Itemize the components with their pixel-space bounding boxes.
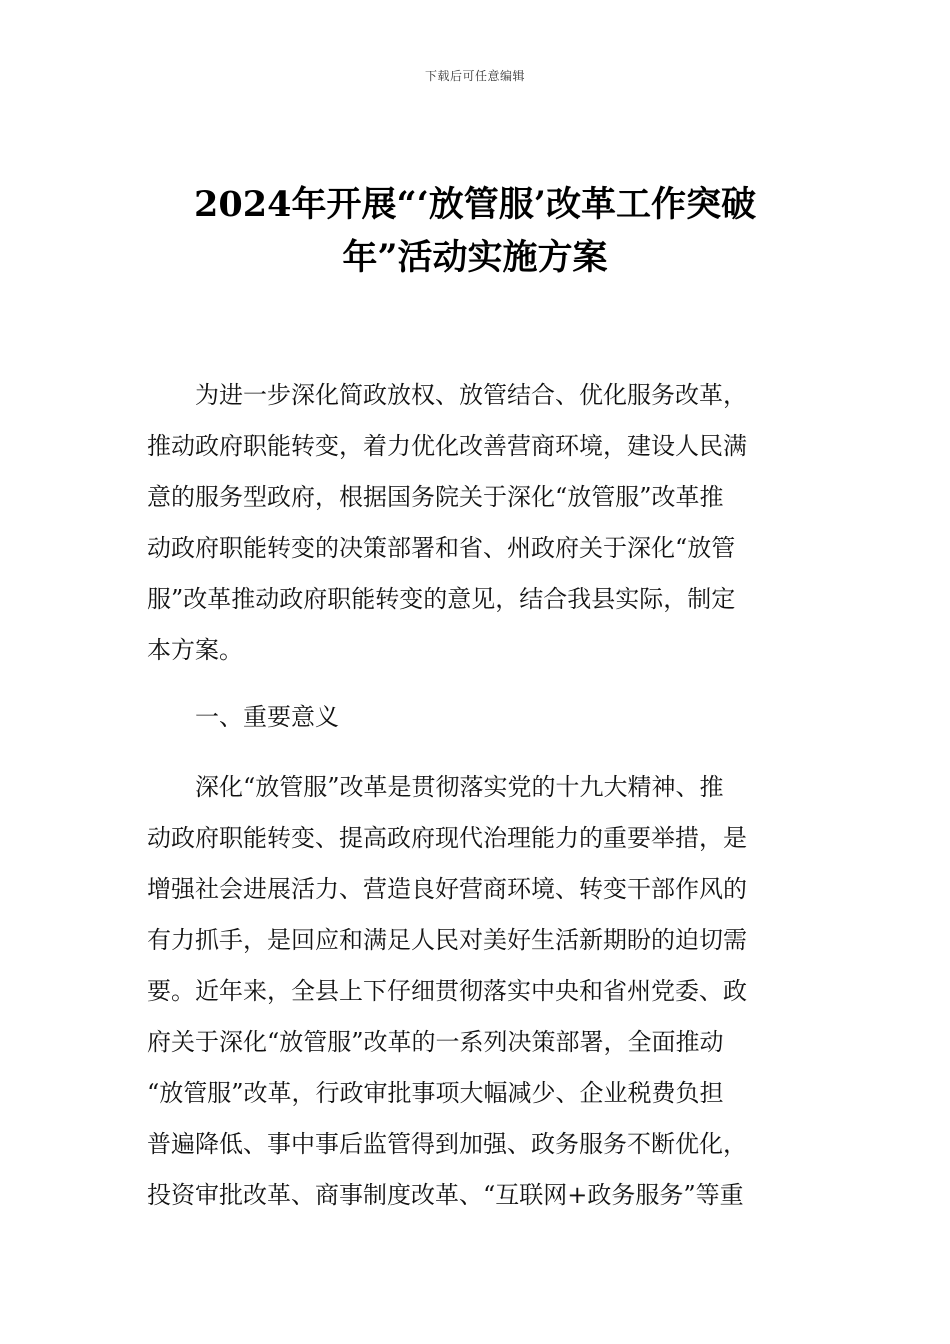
title-line: 2024年开展“‘放管服’改革工作突破 — [194, 184, 756, 225]
paragraph-line: 增强社会进展活力、营造良好营商环境、转变干部作风的 — [147, 875, 747, 903]
intro-paragraph — [147, 370, 817, 676]
header-note: 下载后可任意编辑 — [424, 69, 525, 83]
paragraph-line: 要。近年来，全县上下仔细贯彻落实中央和省州党委、政 — [147, 977, 747, 1005]
paragraph-line: 府关于深化“放管服”改革的一系列决策部署，全面推动 — [147, 1028, 724, 1056]
section-heading — [147, 692, 817, 743]
paragraph-line: 动政府职能转变、提高政府现代治理能力的重要举措，是 — [147, 824, 747, 852]
paragraph-line: 深化“放管服”改革是贯彻落实党的十九大精神、推 — [195, 773, 724, 801]
significance-paragraph — [147, 762, 817, 1221]
paragraph-line: 服”改革推动政府职能转变的意见，结合我县实际，制定 — [147, 585, 736, 613]
paragraph-line: 有力抓手，是回应和满足人民对美好生活新期盼的迫切需 — [147, 926, 747, 954]
title-line: 年”活动实施方案 — [342, 237, 608, 278]
paragraph-line: 为进一步深化简政放权、放管结合、优化服务改革， — [195, 381, 747, 409]
paragraph-line: 本方案。 — [147, 636, 243, 664]
section-heading-text: 一、重要意义 — [195, 703, 339, 731]
paragraph-line: 普遍降低、事中事后监管得到加强、政务服务不断优化， — [147, 1130, 747, 1158]
paragraph-line: “放管服”改革，行政审批事项大幅减少、企业税费负担 — [147, 1079, 724, 1107]
paragraph-line: 投资审批改革、商事制度改革、“互联网+政务服务”等重 — [147, 1181, 744, 1209]
document-title — [140, 178, 810, 284]
paragraph-line: 推动政府职能转变，着力优化改善营商环境，建设人民满 — [147, 432, 747, 460]
paragraph-line: 意的服务型政府，根据国务院关于深化“放管服”改革推 — [147, 483, 724, 511]
paragraph-line: 动政府职能转变的决策部署和省、州政府关于深化“放管 — [147, 534, 736, 562]
